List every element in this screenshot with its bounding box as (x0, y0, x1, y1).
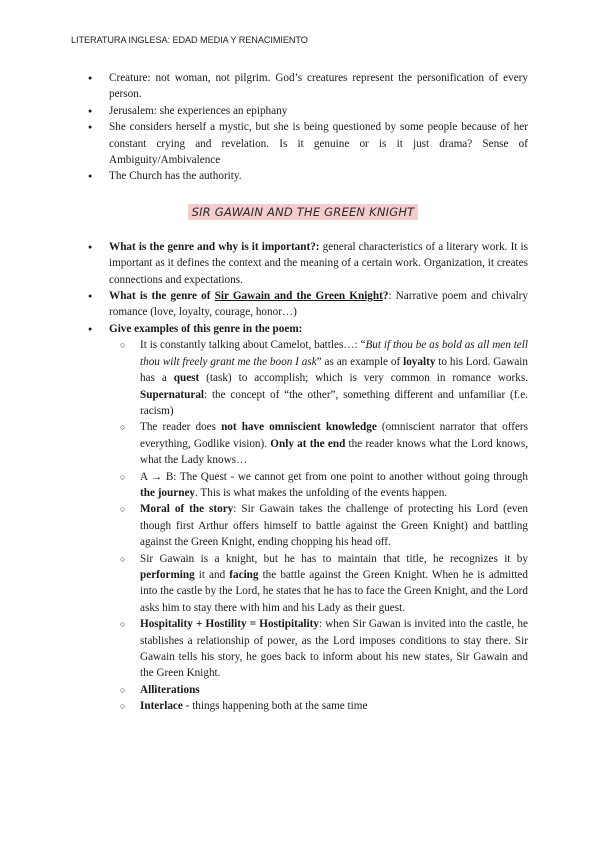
text: A → B: The Quest - we cannot get from one point to another without going through (140, 470, 528, 483)
questions-list (78, 239, 528, 715)
text: it and (194, 568, 230, 581)
question-text-a: What is the genre of (109, 290, 215, 303)
text: (omniscient narrator that offers everything, Godlike vision). (140, 421, 528, 450)
page-header: LITERATURA INGLESA: EDAD MEDIA Y RENACIMIENTO (71, 35, 308, 45)
keyword: the journey (140, 486, 195, 499)
example-item (109, 616, 528, 682)
example-item (109, 551, 528, 617)
text: It is constantly talking about Camelot, battles…: “ (140, 339, 366, 352)
quote: But if thou be as bold as all men tell thou wilt freely grant me the boon I ask (140, 339, 528, 368)
text: - things happening both at the same time (182, 700, 368, 713)
intro-list (78, 70, 528, 185)
example-item (109, 419, 528, 468)
keyword: Hospitality + Hostility = Hostipitality (140, 618, 319, 631)
keyword: performing (140, 568, 195, 581)
example-item (109, 682, 528, 698)
keyword: facing (229, 568, 259, 581)
keyword: not have omniscient knowledge (221, 421, 377, 434)
work-title: Sir Gawain and the Green Knight (214, 290, 383, 303)
text: (task) to accomplish; which is very common in romance works. (199, 372, 528, 385)
text: : the concept of “the other”, something different and unfamiliar (f.e. racism) (140, 388, 528, 417)
text: : when Sir Gawan is invited into the castle, he stablishes a relationship of power, as the Lord imposes conditions to stay there. Sir Gawain tells his story, he goes back to inform about his new states, Sir Gawain and the Green Knight. (140, 618, 528, 680)
text: the battle against the Green Knight. When he is admitted into the castle by the Lord, he states that he has to face the Green Knight, and the Lord asks him to stay there with him and his Lady as their guest. (140, 568, 528, 614)
keyword: Interlace (140, 700, 183, 713)
keyword: loyalty (403, 355, 436, 368)
list-item: ● The Church has the authority. (78, 168, 528, 184)
keyword: Only at the end (270, 437, 346, 450)
text: to his Lord. Gawain has a (140, 355, 529, 385)
example-item (109, 698, 528, 714)
list-item (78, 288, 528, 321)
example-item (109, 469, 528, 502)
question-text: What is the genre and why is it important?: (109, 240, 320, 253)
text: The reader does (140, 421, 222, 434)
question-mark: ? (382, 290, 389, 303)
text: Sir Gawain is a knight, but he has to maintain that title, he recognizes it by (140, 552, 528, 565)
keyword: Moral of the story (140, 503, 234, 516)
document-body (78, 70, 528, 715)
answer-text: general characteristics of a literary work. It is important as it defines the context and the meaning of a certain work. Organization, it creates connections and expectations. (109, 240, 528, 286)
example-item (109, 501, 528, 550)
list-item: ● She considers herself a mystic, but she is being questioned by some people because of her constant crying and revelation. Is it genuine or is it just drama? Sense of Ambiguity/Ambivalence (78, 119, 528, 168)
list-item (78, 321, 528, 715)
section-title: SIR GAWAIN AND THE GREEN KNIGHT (188, 204, 419, 220)
list-item: ● Creature: not woman, not pilgrim. God’s creatures represent the personification of every person. (78, 70, 528, 103)
list-item: ● Jerusalem: she experiences an epiphany (78, 103, 528, 119)
text: the reader knows what the Lord knows, what the Lady knows… (140, 437, 528, 467)
question-text (109, 290, 388, 302)
text: : Sir Gawain takes the challenge of protecting his Lord (even though first Arthur offers himself to battle against the Green Knight) and battling against the Green Knight, ending chopping his head off. (140, 503, 528, 549)
example-item (109, 337, 528, 419)
keyword: quest (173, 372, 200, 385)
question-text: Give examples of this genre in the poem: (109, 322, 303, 335)
examples-list (109, 337, 528, 714)
keyword: Alliterations (140, 683, 200, 696)
list-item (78, 239, 528, 288)
section-title-wrap (78, 203, 528, 221)
keyword: Supernatural (140, 388, 205, 401)
text: ” as an example of (316, 355, 404, 368)
text: . This is what makes the unfolding of the events happen. (195, 486, 448, 499)
answer-text: : Narrative poem and chivalry romance (love, loyalty, courage, honor…) (109, 290, 528, 319)
